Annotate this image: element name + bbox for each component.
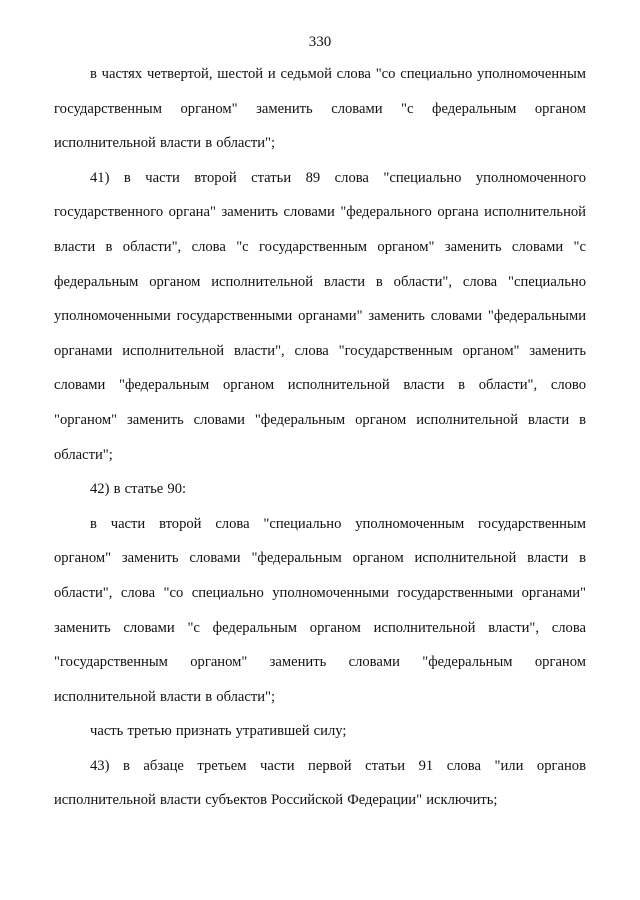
paragraph-item-41: 41) в части второй статьи 89 слова "специально уполномоченного государственного органа" заменить словами "федерального органа исполнительной власти в области", слова "с государственным органом" заменить словами "с федеральным органом исполнительной власти в области", слова "специально уполномоченными государственными органами" заменить словами "федеральными органами исполнительной власти", слова "государственным органом" заменить словами "федеральным органом исполнительной власти в области", слово "органом" заменить словами "федеральным органом исполнительной власти в области"; [54,169,586,463]
paragraph-item-42-part-three: часть третью признать утратившей силу; [90,723,347,740]
paragraph-item-43: 43) в абзаце третьем части первой статьи 91 слова "или органов исполнительной власти субъектов Российской Федерации" исключить; [54,757,586,809]
paragraph-item-42-part-two: в части второй слова "специально уполномоченным государственным органом" заменить словами "федеральным органом исполнительной власти в области", слова "со специально уполномоченными государственными органами" заменить словами "с федеральным органом исполнительной власти", слова "государственным органом" заменить словами "федеральным органом исполнительной власти в области"; [54,515,586,705]
paragraph-item-42: 42) в статье 90: [90,481,187,498]
paragraph-intro: в частях четвертой, шестой и седьмой слова "со специально уполномоченным государственным органом" заменить словами "с федеральным органом исполнительной власти в области"; [54,66,586,152]
document-body [54,57,586,818]
page-number: 330 [308,34,332,50]
